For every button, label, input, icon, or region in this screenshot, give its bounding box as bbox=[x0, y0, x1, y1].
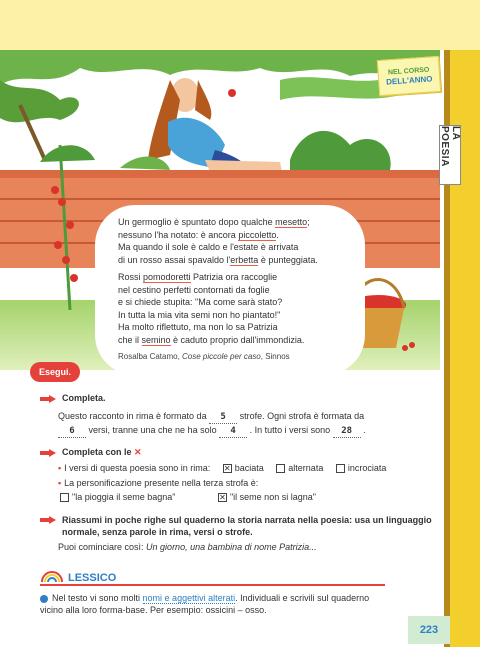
exercise-2-body bbox=[40, 462, 435, 503]
lessico-part: . Individuali e scrivili sul quaderno vicino alla loro forma-base. Per esempio: ossicini – osso. bbox=[40, 593, 370, 615]
answer-blank[interactable]: 5 bbox=[209, 411, 237, 424]
poem-word: semino bbox=[141, 334, 171, 345]
badge-line2: DELL'ANNO bbox=[385, 74, 433, 87]
poem-text: nessuno l'ha notato: è ancora bbox=[118, 229, 239, 240]
exercise-2 bbox=[40, 446, 435, 503]
exercise-tag: Esegui. bbox=[30, 362, 80, 382]
poem-line: Ma quando il sole è caldo e l'estate è arrivata bbox=[118, 242, 299, 252]
lessico-keyword: nomi e aggettivi alterati bbox=[142, 593, 236, 603]
checkbox-checked[interactable]: ✕ bbox=[223, 464, 231, 474]
option-label: "il seme non si lagna" bbox=[229, 492, 316, 502]
exercise-1-body bbox=[40, 410, 435, 438]
option-label: alternata bbox=[288, 463, 324, 473]
arrow-icon bbox=[40, 449, 56, 457]
page-number: 223 bbox=[408, 616, 450, 644]
poem-word: pomodoretti bbox=[143, 272, 191, 282]
question-1 bbox=[58, 462, 435, 474]
lessico-text bbox=[40, 592, 385, 616]
bullet-icon: • bbox=[58, 463, 62, 473]
poem-word: mesetto bbox=[275, 217, 308, 227]
exercise-heading bbox=[40, 392, 435, 404]
badge-line1: NEL CORSO bbox=[387, 66, 430, 77]
poem-text: Patrizia ora raccoglie bbox=[190, 272, 278, 282]
answer-blank[interactable]: 4 bbox=[219, 425, 247, 438]
section-tab-label: LA POESIA bbox=[439, 126, 461, 167]
credit-publisher: , Sinnos bbox=[260, 352, 290, 361]
poem-text: . bbox=[276, 229, 279, 240]
checkbox[interactable] bbox=[60, 493, 69, 502]
ex1-text: . bbox=[360, 425, 366, 435]
poem-line: In tutta la mia vita semi non ho piantato!" bbox=[118, 309, 281, 320]
ex1-text: . In tutto i versi sono bbox=[247, 425, 333, 435]
poem-text: che il bbox=[118, 334, 142, 345]
exercise-3 bbox=[40, 514, 435, 553]
checkbox-checked[interactable]: ✕ bbox=[219, 493, 226, 503]
poem-text: è punteggiata. bbox=[258, 254, 318, 265]
top-band bbox=[0, 0, 480, 50]
poem-word: piccoletto bbox=[238, 229, 277, 240]
exercise-1-title: Completa. bbox=[62, 393, 106, 403]
credit-title: Cose piccole per caso bbox=[182, 352, 261, 361]
exercise-1 bbox=[40, 392, 435, 438]
hint-text: Puoi cominciare così: bbox=[58, 542, 147, 552]
exercise-3-title: Riassumi in poche righe sul quaderno la storia narrata nella poesia: usa un linguaggio normale, senza parole in rima, versi o strofe. bbox=[62, 515, 432, 537]
question-2 bbox=[58, 477, 435, 489]
poem-text: è caduto proprio dall'immondizia. bbox=[170, 334, 305, 345]
exercise-heading bbox=[40, 446, 435, 458]
question-text: I versi di questa poesia sono in rima: bbox=[64, 463, 211, 473]
hint-example: Un giorno, una bambina di nome Patrizia... bbox=[146, 542, 317, 552]
poem-stanza bbox=[118, 271, 368, 346]
poem-credit bbox=[118, 351, 368, 364]
option-label: incrociata bbox=[347, 463, 387, 473]
checkbox[interactable] bbox=[276, 464, 285, 473]
ex1-text: versi, tranne una che ne ha solo bbox=[86, 425, 220, 435]
exercise-2-title: Completa con le bbox=[62, 447, 135, 457]
ex1-text: Questo racconto in rima è formato da bbox=[58, 411, 210, 421]
arrow-icon bbox=[40, 395, 56, 403]
answer-blank[interactable]: 6 bbox=[58, 425, 86, 438]
bullet-icon: • bbox=[58, 478, 62, 488]
lessico-title: LESSICO bbox=[68, 572, 117, 584]
question-text: La personificazione presente nella terza strofa è: bbox=[64, 478, 259, 488]
lessico-header bbox=[40, 568, 385, 586]
poem-text: ; bbox=[307, 217, 310, 227]
option-label: "la pioggia il seme bagna" bbox=[72, 492, 176, 502]
poem bbox=[118, 216, 368, 369]
cross-mark-icon: ✕ bbox=[134, 447, 142, 457]
section-tab bbox=[439, 125, 461, 185]
lessico-part: Nel testo vi sono molti bbox=[52, 593, 143, 603]
exercise-3-hint bbox=[40, 541, 435, 553]
arrow-icon bbox=[40, 516, 56, 524]
poem-text: Rossi bbox=[118, 272, 144, 282]
exercise-heading bbox=[40, 514, 435, 538]
poem-line: nel cestino perfetti contornati da foglie bbox=[118, 284, 270, 295]
question-2-options bbox=[58, 491, 435, 503]
poem-stanza bbox=[118, 216, 368, 266]
poem-text: di un rosso assai spavaldo l' bbox=[118, 254, 231, 265]
poem-line: Ha molto riflettuto, ma non lo sa Patrizia bbox=[118, 322, 278, 332]
ex1-text: strofe. Ogni strofa è formata da bbox=[237, 411, 365, 421]
poem-text: Un germoglio è spuntato dopo qualche bbox=[118, 217, 276, 227]
checkbox[interactable] bbox=[336, 464, 345, 473]
answer-blank[interactable]: 28 bbox=[333, 425, 361, 438]
rainbow-icon bbox=[40, 570, 64, 582]
bullet-dot-icon bbox=[40, 595, 48, 603]
poem-line: e si chiede stupita: "Ma come sarà stato? bbox=[118, 297, 283, 307]
poem-word: erbetta bbox=[230, 254, 259, 265]
section-badge bbox=[377, 56, 441, 96]
option-label: baciata bbox=[234, 463, 264, 473]
credit-author: Rosalba Catamo, bbox=[118, 352, 183, 361]
